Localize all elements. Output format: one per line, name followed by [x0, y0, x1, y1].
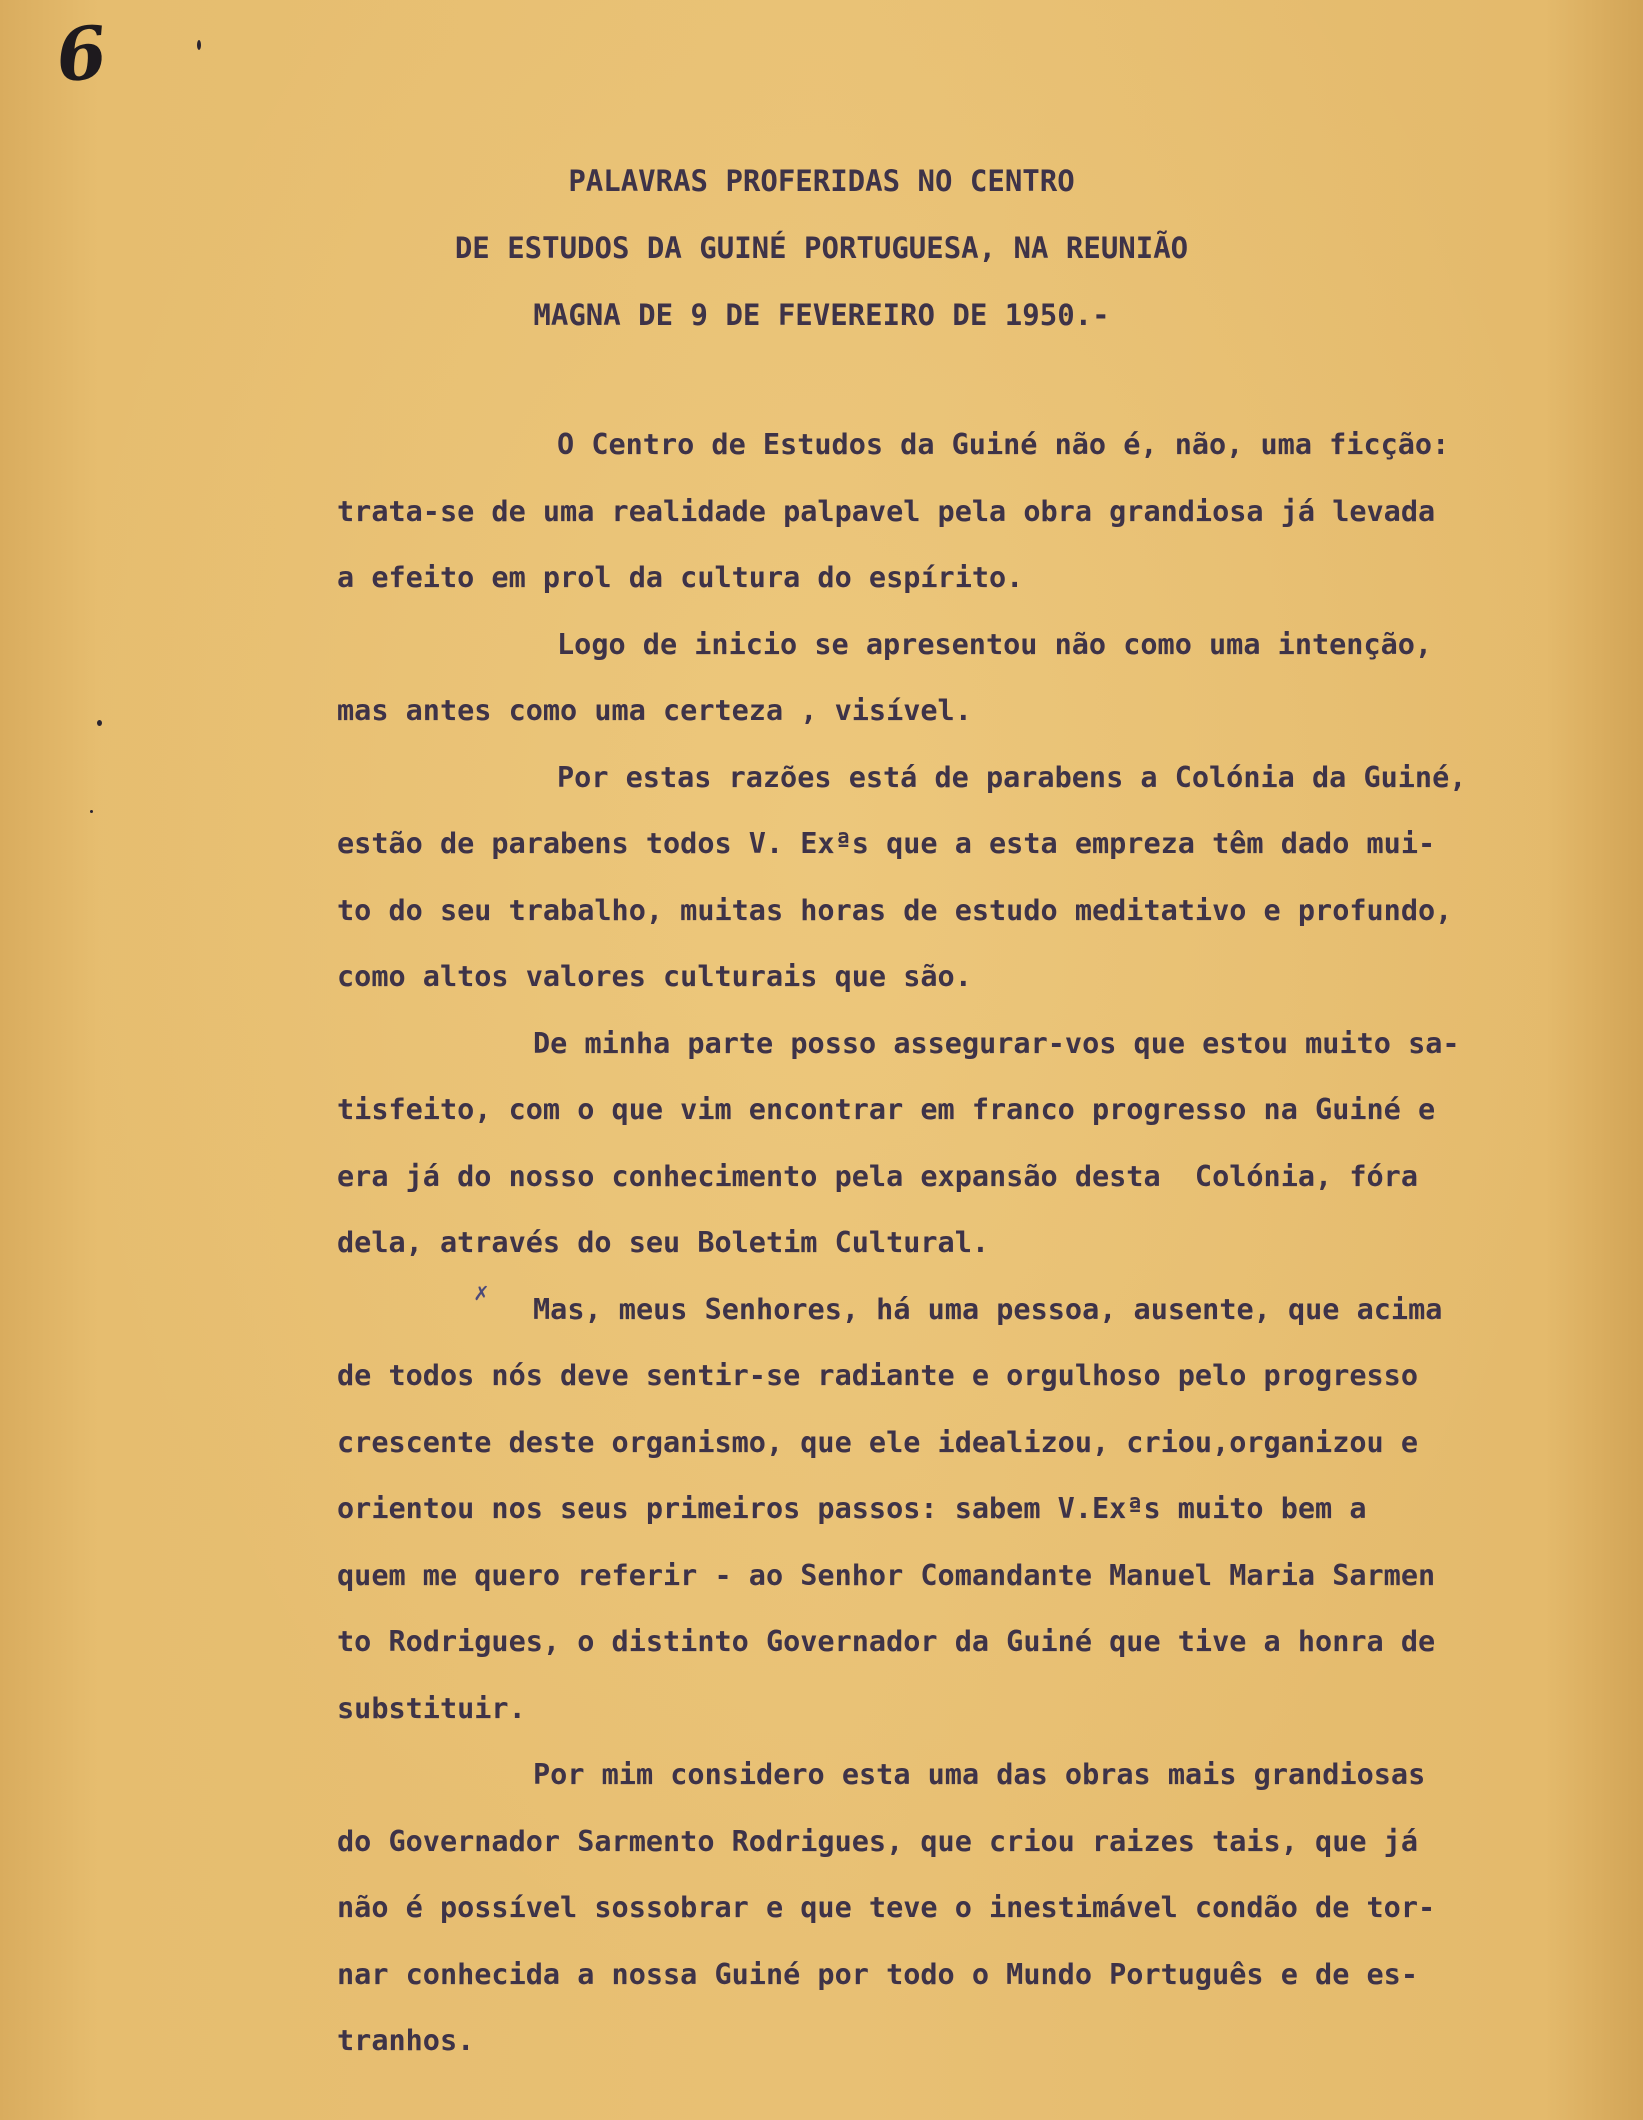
text-line: estão de parabens todos V. Exªs que a esta empreza têm dado mui- — [337, 827, 1436, 860]
text-line: Por mim considero esta uma das obras mais grandiosas — [533, 1758, 1426, 1791]
text-line: to do seu trabalho, muitas horas de estudo meditativo e profundo, — [337, 893, 1453, 927]
text-line: tisfeito, com o que vim encontrar em franco progresso na Guiné e — [337, 1093, 1436, 1126]
text-line: do Governador Sarmento Rodrigues, que criou raizes tais, que já — [337, 1824, 1418, 1858]
ink-speck-icon — [97, 720, 102, 726]
document-body — [337, 412, 1627, 2075]
text-line: quem me quero referir - ao Senhor Comandante Manuel Maria Sarmen — [337, 1558, 1436, 1592]
text-line: como altos valores culturais que são. — [337, 960, 972, 993]
paragraph-4 — [337, 1011, 1627, 1277]
text-line: orientou nos seus primeiros passos: sabem V.Exªs muito bem a — [337, 1492, 1367, 1525]
title-line-3: MAGNA DE 9 DE FEVEREIRO DE 1950.- — [533, 298, 1110, 332]
text-line: substituir. — [337, 1691, 526, 1725]
paragraph-2 — [337, 612, 1627, 745]
text-line: Mas, meus Senhores, há uma pessoa, ausente, que acima — [533, 1292, 1443, 1326]
text-line: O Centro de Estudos da Guiné não é, não, uma ficção: — [557, 428, 1450, 461]
text-line: Logo de inicio se apresentou não como uma intenção, — [557, 627, 1433, 661]
text-line: era já do nosso conhecimento pela expansão desta Colónia, fóra — [337, 1159, 1418, 1193]
text-line: crescente deste organismo, que ele idealizou, criou,organizou e — [337, 1425, 1418, 1459]
paragraph-3 — [337, 745, 1627, 1011]
text-line: nar conhecida a nossa Guiné por todo o Mundo Português e de es- — [337, 1957, 1418, 1991]
ink-speck-icon — [90, 810, 93, 813]
text-line: a efeito em prol da cultura do espírito. — [337, 561, 1024, 594]
text-line: não é possível sossobrar e que teve o inestimável condão de tor- — [337, 1891, 1436, 1924]
text-line: tranhos. — [337, 2024, 475, 2057]
paragraph-1 — [337, 412, 1627, 612]
text-line: mas antes como uma certeza , visível. — [337, 694, 972, 727]
text-line: trata-se de uma realidade palpavel pela obra grandiosa já levada — [337, 494, 1436, 528]
pencil-check-mark-icon: ✗ — [474, 1278, 489, 1306]
ink-speck-icon — [197, 40, 201, 50]
text-line: de todos nós deve sentir-se radiante e orgulhoso pelo progresso — [337, 1359, 1418, 1392]
text-line: to Rodrigues, o distinto Governador da Guiné que tive a honra de — [337, 1625, 1436, 1658]
title-line-2: DE ESTUDOS DA GUINÉ PORTUGUESA, NA REUNIÃO — [454, 231, 1189, 265]
text-line: De minha parte posso assegurar-vos que estou muito sa- — [533, 1026, 1460, 1060]
document-title — [0, 148, 1643, 349]
paragraph-6 — [337, 1742, 1627, 2075]
text-line: dela, através do seu Boletim Cultural. — [337, 1226, 990, 1259]
text-line: Por estas razões está de parabens a Colónia da Guiné, — [557, 760, 1467, 794]
paragraph-5 — [337, 1277, 1627, 1743]
title-line-1: PALAVRAS PROFERIDAS NO CENTRO — [568, 164, 1075, 198]
handwritten-page-number: 6 — [52, 9, 105, 99]
